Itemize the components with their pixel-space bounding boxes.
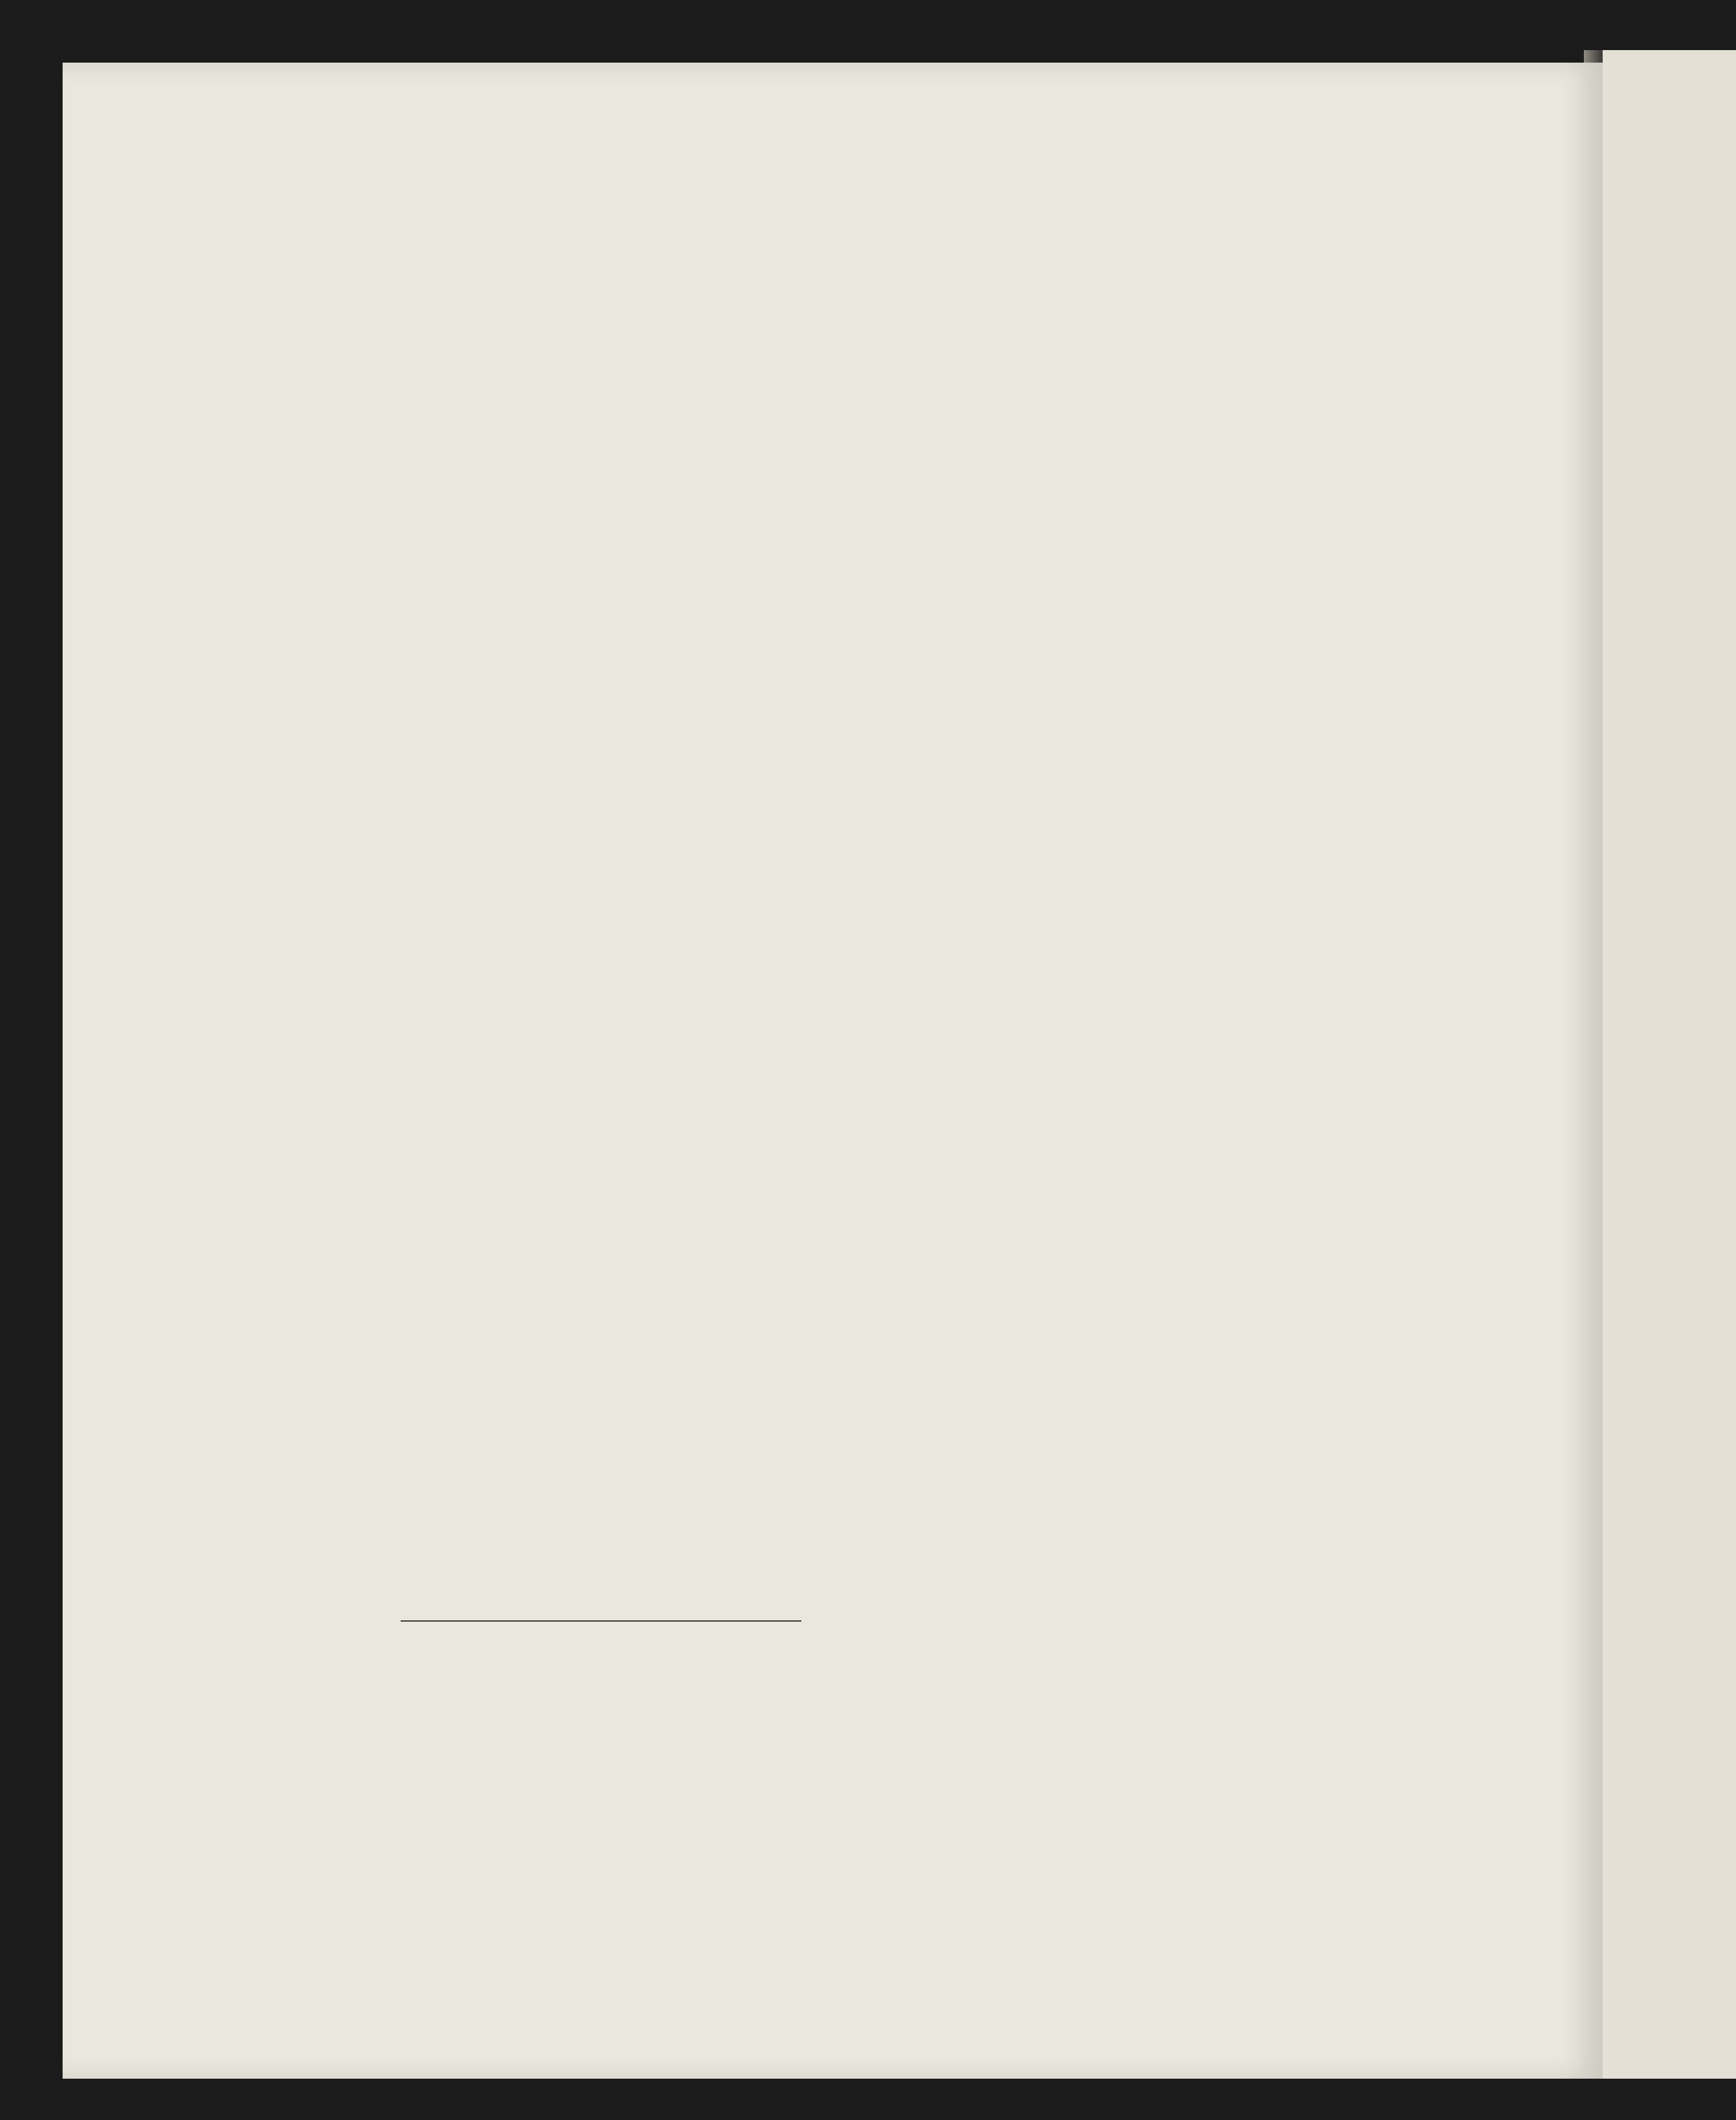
footnote-rule — [401, 1620, 801, 1622]
left-page — [63, 63, 1603, 2079]
right-page-fragment — [1603, 50, 1736, 2079]
